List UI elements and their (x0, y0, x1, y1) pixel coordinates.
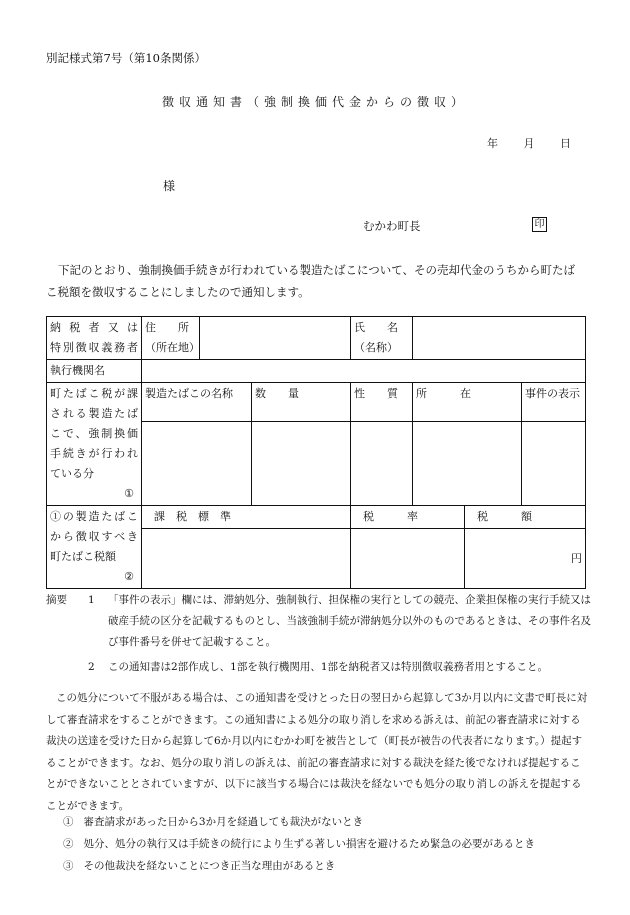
date-year: 年 (487, 137, 498, 150)
goods-nature-field[interactable] (351, 422, 413, 506)
goods-name-field[interactable] (142, 422, 252, 506)
goods-quantity-field[interactable] (252, 422, 351, 506)
seal-mark: 印 (532, 217, 547, 232)
tax-base-field[interactable] (142, 529, 351, 589)
tax-label-cell: ①の製造たばこ から徴収すべき 町たばこ税額 ② (47, 506, 142, 589)
goods-col-case: 事件の表示 (522, 383, 586, 422)
notes-section (46, 590, 591, 678)
intro-paragraph: 下記のとおり、強制換価手続きが行われている製造たばこについて、その売却代金のうちから町たばこ税額を徴収することにしましたので通知します。 (46, 263, 576, 299)
table-row (47, 383, 586, 422)
address-field[interactable] (200, 317, 351, 360)
tax-col-amount: 税 額 (465, 506, 586, 529)
goods-col-nature: 性 質 (351, 383, 413, 422)
date-day: 日 (560, 137, 571, 150)
tax-col-base: 課 税 標 準 (142, 506, 351, 529)
addressee-suffix: 様 (163, 179, 176, 193)
list-item: ③ その他裁決を経ないことにつき正当な理由があるとき (63, 860, 336, 872)
name-field[interactable] (413, 317, 586, 360)
agency-field[interactable] (142, 360, 586, 383)
table-row (47, 506, 586, 529)
goods-location-field[interactable] (413, 422, 522, 506)
agency-label-cell: 執行機関名 (47, 360, 142, 383)
tax-amount-field[interactable] (465, 529, 586, 589)
tax-col-rate: 税 率 (351, 506, 465, 529)
goods-col-quantity: 数 量 (252, 383, 351, 422)
goods-case-field[interactable] (522, 422, 586, 506)
list-item: 摘要 1 「事件の表示」欄には、滞納処分、強制執行、担保権の実行としての競売、企業担保権の実行手続又は破産手続の区分を記載するものとし、当該強制手続が滞納処分以外のものであるときは、その事件名及び事件番号を併せて記載すること。 (46, 590, 591, 653)
list-item: ① 審査請求があった日から3か月を経過しても裁決がないとき (63, 816, 364, 828)
taxpayer-label-cell: 納税者又は 特別徴収義務者 (47, 317, 142, 360)
address-label-cell: 住 所 （所在地） (142, 317, 200, 360)
goods-col-name: 製造たばこの名称 (142, 383, 252, 422)
notice-table (46, 316, 586, 589)
yen-unit: 円 (571, 551, 583, 565)
goods-col-location: 所 在 (413, 383, 522, 422)
table-row (47, 317, 586, 360)
goods-label-cell: 町たばこ税が課 される製造たば こで、強制換価 手続きが行われ ている分 ① (47, 383, 142, 506)
table-row (47, 360, 586, 383)
date-month: 月 (523, 137, 535, 150)
sender-name: むかわ町長 (363, 219, 421, 233)
tax-rate-field[interactable] (351, 529, 465, 589)
list-item: ② 処分、処分の執行又は手続きの続行により生ずる著しい損害を避けるため緊急の必要があるとき (63, 838, 536, 850)
document-title: 徴収通知書（強制換価代金からの徴収） (161, 95, 468, 109)
date-line (487, 135, 593, 151)
notes-label: 摘要 (46, 594, 67, 606)
appeal-notice: この処分について不服がある場合は、この通知書を受けとった日の翌日から起算して3か月以内に文書で町長に対して審査請求をすることができます。この通知書による処分の取り消しを求める訴えは、前記の審査請求に対する裁決の送達を受けた日から起算して6か月以内にむかわ町を被告として（町長が被告の代表者になります。）提起することができます。なお、処分の取り消しの訴えは、前記の審査請求に対する裁決を経た後でなければ提起することができないこととされていますが、以下に該当する場合には裁決を経ないでも処分の取り消しの訴えを提起することができます。 (46, 692, 588, 812)
name-label-cell: 氏 名 （名称） (351, 317, 413, 360)
list-item: 2 この通知書は2部作成し、1部を執行機関用、1部を納税者又は特別徴収義務者用とすること。 (88, 661, 549, 673)
form-number: 別記様式第7号（第10条関係） (46, 51, 206, 65)
